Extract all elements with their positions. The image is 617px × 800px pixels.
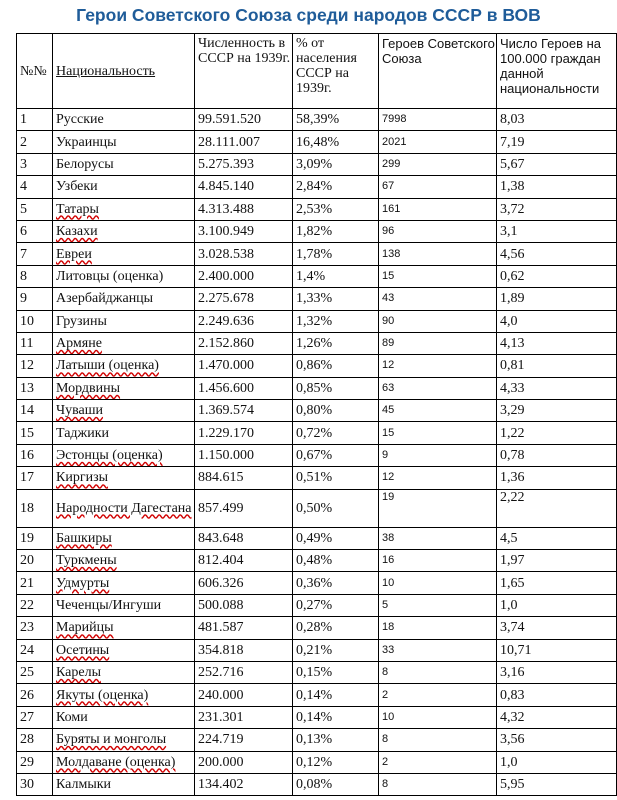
table-row — [17, 527, 617, 549]
cell-heroes: 96 — [379, 220, 497, 242]
cell-population: 224.719 — [195, 729, 293, 751]
cell-heroes: 138 — [379, 243, 497, 265]
cell-percent: 3,09% — [293, 153, 379, 175]
cell-population: 3.100.949 — [195, 220, 293, 242]
cell-population: 28.111.007 — [195, 131, 293, 153]
cell-heroes: 18 — [379, 617, 497, 639]
cell-per100k: 3,1 — [497, 220, 617, 242]
cell-population: 500.088 — [195, 594, 293, 616]
cell-population: 200.000 — [195, 751, 293, 773]
header-heroes: Героев Советского Союза — [379, 34, 497, 109]
table-row — [17, 153, 617, 175]
cell-per100k: 5,95 — [497, 773, 617, 795]
cell-num: 2 — [17, 131, 53, 153]
cell-nationality: Белорусы — [53, 153, 195, 175]
cell-percent: 0,50% — [293, 489, 379, 527]
cell-population: 843.648 — [195, 527, 293, 549]
table-row — [17, 489, 617, 527]
cell-percent: 0,28% — [293, 617, 379, 639]
cell-per100k: 5,67 — [497, 153, 617, 175]
nationality-text: Башкиры — [56, 530, 112, 546]
cell-nationality — [53, 489, 195, 527]
cell-nationality — [53, 661, 195, 683]
cell-heroes: 12 — [379, 467, 497, 489]
nationality-text: Карелы — [56, 665, 101, 681]
nationality-text: Якуты (оценка) — [56, 687, 149, 703]
cell-per100k: 4,56 — [497, 243, 617, 265]
cell-heroes: 8 — [379, 773, 497, 795]
cell-num: 8 — [17, 265, 53, 287]
cell-heroes: 43 — [379, 288, 497, 310]
table-row — [17, 467, 617, 489]
cell-num: 12 — [17, 355, 53, 377]
nationality-text: Мордвины — [56, 380, 121, 396]
cell-per100k: 0,78 — [497, 444, 617, 466]
cell-nationality — [53, 332, 195, 354]
cell-percent: 0,15% — [293, 661, 379, 683]
cell-percent: 0,80% — [293, 400, 379, 422]
cell-nationality — [53, 550, 195, 572]
cell-percent: 0,49% — [293, 527, 379, 549]
cell-percent: 0,12% — [293, 751, 379, 773]
cell-percent: 2,53% — [293, 198, 379, 220]
cell-nationality — [53, 729, 195, 751]
cell-per100k: 1,0 — [497, 751, 617, 773]
header-row — [17, 34, 617, 109]
header-per100k: Число Героев на 100.000 граждан данной национальности — [497, 34, 617, 109]
cell-population: 354.818 — [195, 639, 293, 661]
cell-percent: 0,67% — [293, 444, 379, 466]
cell-per100k: 1,22 — [497, 422, 617, 444]
cell-per100k: 7,19 — [497, 131, 617, 153]
cell-nationality — [53, 243, 195, 265]
cell-percent: 16,48% — [293, 131, 379, 153]
cell-population: 4.845.140 — [195, 176, 293, 198]
cell-population: 240.000 — [195, 684, 293, 706]
cell-num: 29 — [17, 751, 53, 773]
cell-nationality — [53, 639, 195, 661]
cell-per100k: 0,62 — [497, 265, 617, 287]
table-row — [17, 639, 617, 661]
cell-percent: 1,78% — [293, 243, 379, 265]
cell-nationality — [53, 617, 195, 639]
cell-population: 857.499 — [195, 489, 293, 527]
nationality-text: Осетины — [56, 642, 110, 658]
cell-num: 11 — [17, 332, 53, 354]
cell-nationality: Таджики — [53, 422, 195, 444]
cell-num: 25 — [17, 661, 53, 683]
header-population: Численность в СССР на 1939г. — [195, 34, 293, 109]
heroes-table — [16, 33, 617, 796]
cell-num: 13 — [17, 377, 53, 399]
nationality-text: Народности Дагестана — [56, 500, 192, 516]
cell-num: 18 — [17, 489, 53, 527]
cell-percent: 0,14% — [293, 706, 379, 728]
nationality-text: Татары — [56, 201, 99, 217]
cell-population: 3.028.538 — [195, 243, 293, 265]
cell-heroes: 9 — [379, 444, 497, 466]
cell-percent: 1,82% — [293, 220, 379, 242]
cell-percent: 0,36% — [293, 572, 379, 594]
cell-nationality — [53, 355, 195, 377]
header-num: №№ — [17, 34, 53, 109]
header-percent: % от населения СССР на 1939г. — [293, 34, 379, 109]
cell-percent: 1,4% — [293, 265, 379, 287]
nationality-text: Казахи — [56, 224, 98, 240]
cell-per100k: 1,38 — [497, 176, 617, 198]
cell-per100k: 4,5 — [497, 527, 617, 549]
cell-nationality: Азербайджанцы — [53, 288, 195, 310]
cell-num: 9 — [17, 288, 53, 310]
cell-nationality: Коми — [53, 706, 195, 728]
cell-num: 16 — [17, 444, 53, 466]
cell-per100k: 1,0 — [497, 594, 617, 616]
cell-population: 1.470.000 — [195, 355, 293, 377]
table-row — [17, 594, 617, 616]
table-row — [17, 729, 617, 751]
cell-per100k: 2,22 — [497, 489, 617, 527]
cell-population: 231.301 — [195, 706, 293, 728]
nationality-text: Удмурты — [56, 575, 110, 591]
cell-heroes: 63 — [379, 377, 497, 399]
table-row — [17, 617, 617, 639]
table-body — [17, 109, 617, 796]
cell-population: 4.313.488 — [195, 198, 293, 220]
table-row — [17, 706, 617, 728]
cell-num: 30 — [17, 773, 53, 795]
cell-nationality: Украинцы — [53, 131, 195, 153]
table-row — [17, 109, 617, 131]
cell-population: 99.591.520 — [195, 109, 293, 131]
table-row — [17, 773, 617, 795]
table-row — [17, 310, 617, 332]
cell-percent: 58,39% — [293, 109, 379, 131]
cell-per100k: 1,65 — [497, 572, 617, 594]
cell-num: 27 — [17, 706, 53, 728]
nationality-text: Армяне — [56, 336, 102, 352]
cell-per100k: 4,13 — [497, 332, 617, 354]
cell-heroes: 2021 — [379, 131, 497, 153]
cell-percent: 0,86% — [293, 355, 379, 377]
table-row — [17, 400, 617, 422]
cell-per100k: 1,89 — [497, 288, 617, 310]
cell-heroes: 5 — [379, 594, 497, 616]
cell-percent: 0,27% — [293, 594, 379, 616]
cell-num: 10 — [17, 310, 53, 332]
cell-percent: 0,14% — [293, 684, 379, 706]
nationality-text: Молдаване (оценка) — [56, 754, 176, 770]
table-row — [17, 661, 617, 683]
table-row — [17, 243, 617, 265]
cell-heroes: 16 — [379, 550, 497, 572]
cell-nationality: Литовцы (оценка) — [53, 265, 195, 287]
table-row — [17, 444, 617, 466]
cell-nationality: Грузины — [53, 310, 195, 332]
cell-per100k: 3,72 — [497, 198, 617, 220]
cell-population: 1.456.600 — [195, 377, 293, 399]
cell-population: 606.326 — [195, 572, 293, 594]
cell-num: 22 — [17, 594, 53, 616]
table-row — [17, 265, 617, 287]
cell-per100k: 4,33 — [497, 377, 617, 399]
nationality-text: Туркмены — [56, 553, 117, 569]
cell-nationality — [53, 572, 195, 594]
cell-population: 134.402 — [195, 773, 293, 795]
cell-nationality: Калмыки — [53, 773, 195, 795]
cell-heroes: 45 — [379, 400, 497, 422]
cell-percent: 2,84% — [293, 176, 379, 198]
page-title: Герои Советского Союза среди народов СССР в ВОВ — [76, 5, 541, 25]
cell-population: 2.400.000 — [195, 265, 293, 287]
cell-population: 481.587 — [195, 617, 293, 639]
cell-per100k: 3,74 — [497, 617, 617, 639]
cell-heroes: 161 — [379, 198, 497, 220]
cell-num: 26 — [17, 684, 53, 706]
cell-heroes: 38 — [379, 527, 497, 549]
cell-nationality: Узбеки — [53, 176, 195, 198]
cell-num: 5 — [17, 198, 53, 220]
cell-percent: 1,32% — [293, 310, 379, 332]
cell-heroes: 299 — [379, 153, 497, 175]
table-row — [17, 550, 617, 572]
table-row — [17, 377, 617, 399]
cell-heroes: 67 — [379, 176, 497, 198]
cell-heroes: 15 — [379, 265, 497, 287]
cell-nationality — [53, 400, 195, 422]
cell-percent: 0,51% — [293, 467, 379, 489]
cell-nationality — [53, 684, 195, 706]
cell-nationality — [53, 198, 195, 220]
cell-percent: 1,33% — [293, 288, 379, 310]
table-row — [17, 220, 617, 242]
cell-heroes: 15 — [379, 422, 497, 444]
cell-population: 2.249.636 — [195, 310, 293, 332]
cell-population: 252.716 — [195, 661, 293, 683]
cell-num: 28 — [17, 729, 53, 751]
cell-num: 15 — [17, 422, 53, 444]
table-row — [17, 176, 617, 198]
cell-percent: 0,48% — [293, 550, 379, 572]
cell-per100k: 10,71 — [497, 639, 617, 661]
cell-num: 3 — [17, 153, 53, 175]
table-row — [17, 751, 617, 773]
cell-num: 17 — [17, 467, 53, 489]
cell-population: 2.152.860 — [195, 332, 293, 354]
nationality-text: Евреи — [56, 246, 92, 262]
cell-population: 5.275.393 — [195, 153, 293, 175]
cell-per100k: 1,97 — [497, 550, 617, 572]
table-row — [17, 422, 617, 444]
table-row — [17, 572, 617, 594]
cell-per100k: 8,03 — [497, 109, 617, 131]
cell-percent: 0,13% — [293, 729, 379, 751]
cell-num: 6 — [17, 220, 53, 242]
cell-population: 1.229.170 — [195, 422, 293, 444]
cell-per100k: 0,83 — [497, 684, 617, 706]
cell-population: 812.404 — [195, 550, 293, 572]
table-row — [17, 198, 617, 220]
cell-nationality — [53, 527, 195, 549]
cell-per100k: 4,0 — [497, 310, 617, 332]
cell-heroes: 7998 — [379, 109, 497, 131]
table-row — [17, 684, 617, 706]
cell-percent: 0,21% — [293, 639, 379, 661]
nationality-text: Латыши (оценка) — [56, 358, 159, 374]
cell-num: 7 — [17, 243, 53, 265]
cell-heroes: 10 — [379, 706, 497, 728]
cell-heroes: 19 — [379, 489, 497, 527]
cell-population: 1.150.000 — [195, 444, 293, 466]
cell-nationality — [53, 467, 195, 489]
cell-per100k: 3,16 — [497, 661, 617, 683]
cell-percent: 1,26% — [293, 332, 379, 354]
cell-num: 24 — [17, 639, 53, 661]
cell-population: 1.369.574 — [195, 400, 293, 422]
cell-heroes: 2 — [379, 684, 497, 706]
cell-population: 884.615 — [195, 467, 293, 489]
cell-nationality — [53, 220, 195, 242]
cell-population: 2.275.678 — [195, 288, 293, 310]
cell-heroes: 10 — [379, 572, 497, 594]
nationality-text: Марийцы — [56, 620, 114, 636]
cell-num: 4 — [17, 176, 53, 198]
cell-percent: 0,08% — [293, 773, 379, 795]
nationality-text: Киргизы — [56, 470, 109, 486]
cell-heroes: 89 — [379, 332, 497, 354]
cell-percent: 0,85% — [293, 377, 379, 399]
cell-per100k: 0,81 — [497, 355, 617, 377]
cell-num: 1 — [17, 109, 53, 131]
cell-per100k: 3,56 — [497, 729, 617, 751]
cell-heroes: 90 — [379, 310, 497, 332]
cell-nationality — [53, 444, 195, 466]
cell-heroes: 12 — [379, 355, 497, 377]
table-row — [17, 355, 617, 377]
cell-nationality: Чеченцы/Ингуши — [53, 594, 195, 616]
cell-heroes: 2 — [379, 751, 497, 773]
cell-num: 20 — [17, 550, 53, 572]
cell-heroes: 8 — [379, 661, 497, 683]
nationality-text: Чуваши — [56, 403, 104, 419]
cell-num: 19 — [17, 527, 53, 549]
cell-nationality — [53, 751, 195, 773]
table-row — [17, 131, 617, 153]
cell-per100k: 4,32 — [497, 706, 617, 728]
cell-num: 21 — [17, 572, 53, 594]
cell-nationality — [53, 377, 195, 399]
header-nationality — [53, 34, 195, 109]
table-row — [17, 332, 617, 354]
cell-num: 14 — [17, 400, 53, 422]
header-nationality-label: Национальность — [56, 63, 156, 79]
table-row — [17, 288, 617, 310]
cell-nationality: Русские — [53, 109, 195, 131]
nationality-text: Буряты и монголы — [56, 732, 167, 748]
cell-percent: 0,72% — [293, 422, 379, 444]
nationality-text: Эстонцы (оценка) — [56, 448, 163, 464]
cell-num: 23 — [17, 617, 53, 639]
cell-heroes: 33 — [379, 639, 497, 661]
cell-per100k: 1,36 — [497, 467, 617, 489]
cell-heroes: 8 — [379, 729, 497, 751]
cell-per100k: 3,29 — [497, 400, 617, 422]
